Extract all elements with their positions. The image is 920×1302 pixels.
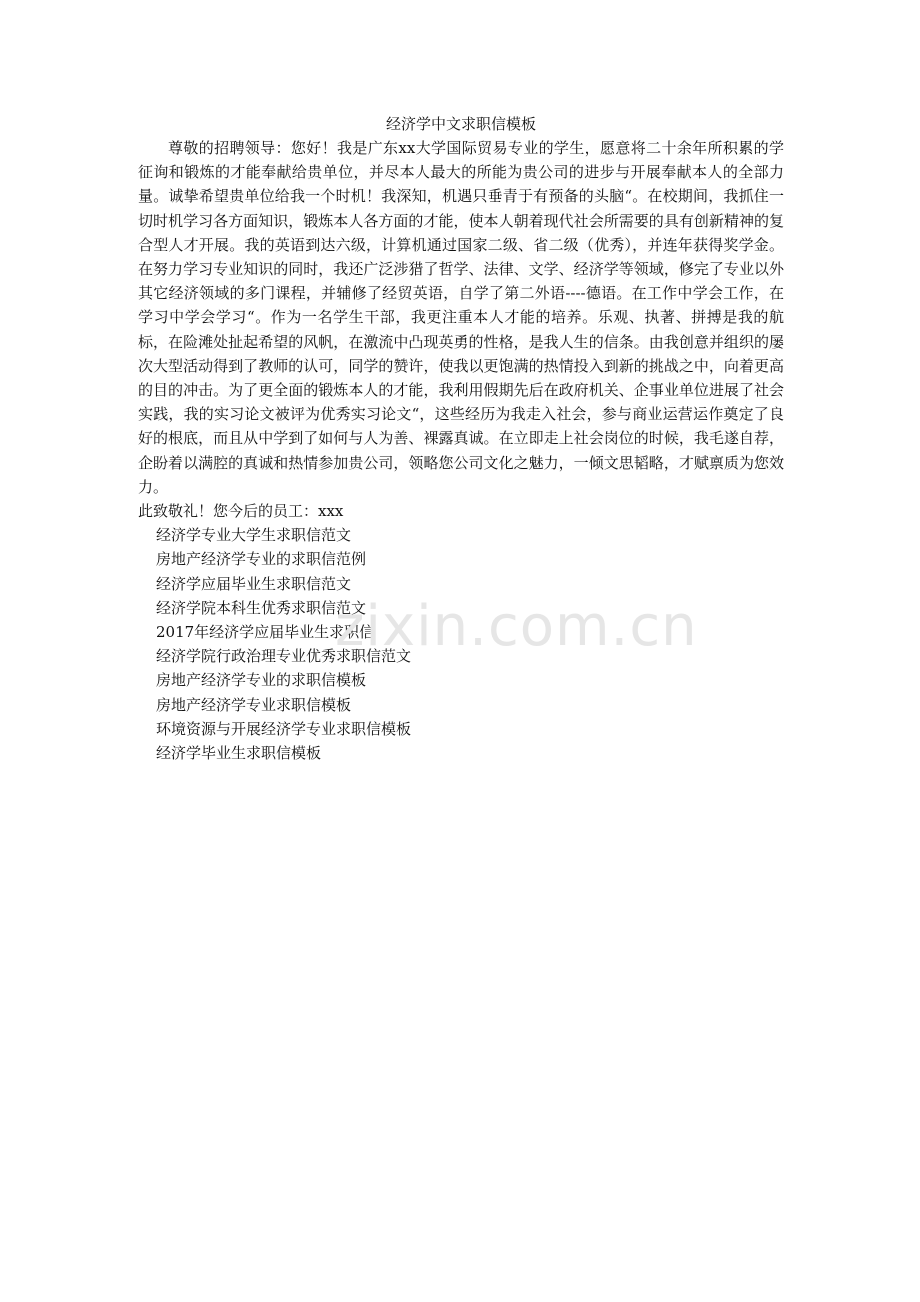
- related-link[interactable]: 房地产经济学专业求职信模板: [156, 695, 352, 714]
- related-link[interactable]: 2017年经济学应届毕业生求职信: [156, 623, 375, 642]
- related-link[interactable]: 经济学专业大学生求职信范文: [156, 526, 352, 545]
- letter-closing: 此致敬礼！您今后的员工：xxx: [138, 502, 344, 521]
- related-links-list: [138, 523, 784, 765]
- related-link[interactable]: 房地产经济学专业的求职信范例: [156, 550, 367, 569]
- related-link[interactable]: 经济学院行政治理专业优秀求职信范文: [156, 647, 412, 666]
- related-link[interactable]: 房地产经济学专业的求职信模板: [156, 671, 367, 690]
- document-title: 经济学中文求职信模板: [385, 115, 536, 133]
- related-link[interactable]: 经济学院本科生优秀求职信范文: [156, 598, 367, 617]
- document-page: [138, 112, 784, 765]
- related-link[interactable]: 经济学应届毕业生求职信范文: [156, 574, 352, 593]
- cover-letter-body: 尊敬的招聘领导：您好！我是广东xx大学国际贸易专业的学生，愿意将二十余年所积累的学征询和锻炼的才能奉献给贵单位，并尽本人最大的所能为贵公司的进步与开展奉献本人的全部力量。诚挚希望贵单位给我一个时机！我深知，机遇只垂青于有预备的头脑“。在校期间，我抓住一切时机学习各方面知识，锻炼本人各方面的才能，使本人朝着现代社会所需要的具有创新精神的复合型人才开展。我的英语到达六级，计算机通过国家二级、省二级（优秀），并连年获得奖学金。在努力学习专业知识的同时，我还广泛涉猎了哲学、法律、文学、经济学等领域，修完了专业以外其它经济领域的多门课程，并辅修了经贸英语，自学了第二外语----德语。在工作中学会工作，在学习中学会学习“。作为一名学生干部，我更注重本人才能的培养。乐观、执著、拼搏是我的航标，在险滩处扯起希望的风帆，在激流中凸现英勇的性格，是我人生的信条。由我创意并组织的屡次大型活动得到了教师的认可，同学的赞许，使我以更饱满的热情投入到新的挑战之中，向着更高的目的冲击。为了更全面的锻炼本人的才能，我利用假期先后在政府机关、企事业单位进展了社会实践，我的实习论文被评为优秀实习论文“，这些经历为我走入社会，参与商业运营运作奠定了良好的根底，而且从中学到了如何与人为善、裸露真诚。在立即走上社会岗位的时候，我毛遂自荐，企盼着以满腔的真诚和热情参加贵公司，领略您公司文化之魅力，一倾文思韬略，才赋禀质为您效力。: [138, 139, 784, 496]
- related-link[interactable]: 环境资源与开展经济学专业求职信模板: [156, 719, 412, 738]
- watermark-text: zixin.com.cn: [335, 594, 698, 659]
- related-link[interactable]: 经济学毕业生求职信模板: [156, 744, 322, 763]
